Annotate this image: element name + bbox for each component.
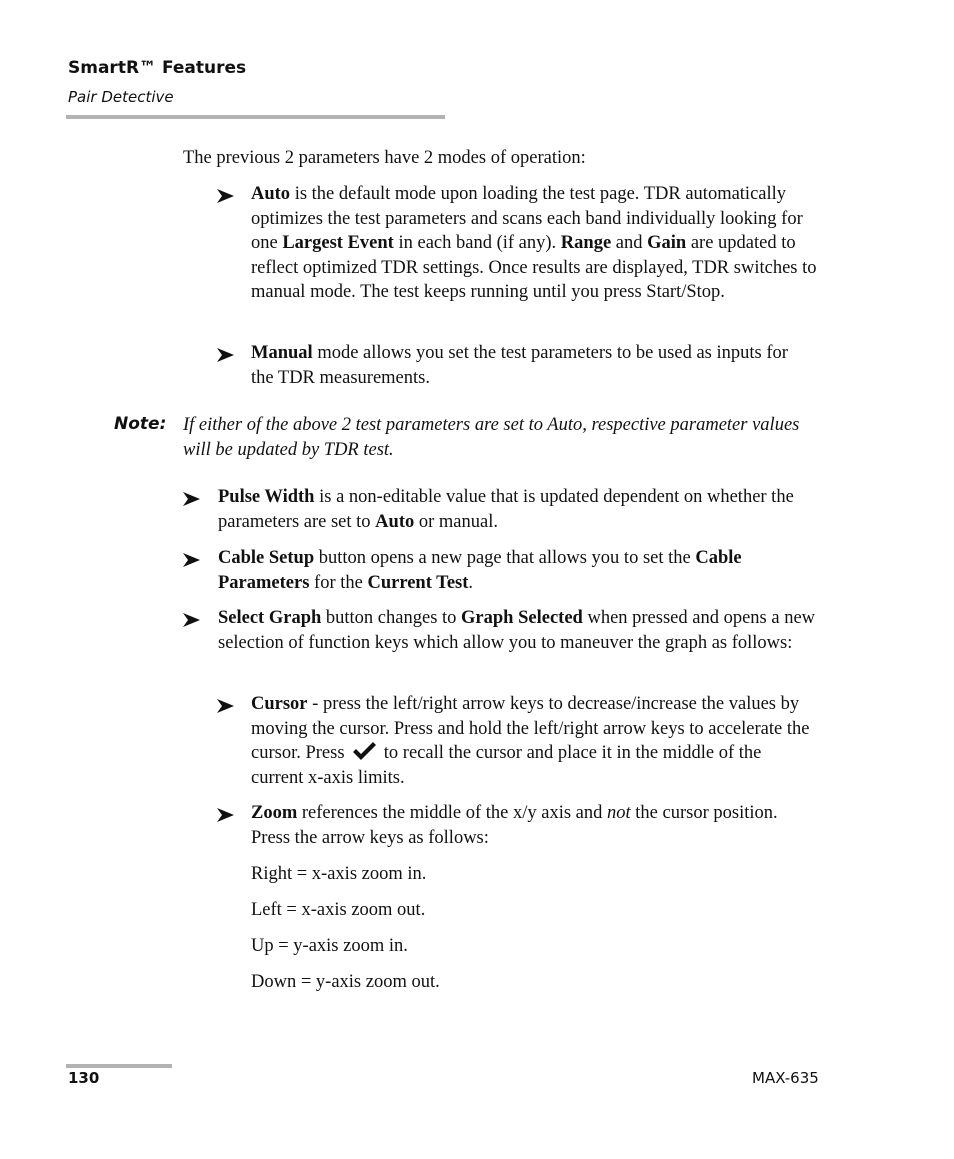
checkmark-icon (351, 741, 377, 761)
intro-paragraph: The previous 2 parameters have 2 modes of operation: (183, 148, 586, 168)
bullet-arrow-icon (217, 808, 234, 822)
product-model: MAX-635 (752, 1069, 819, 1087)
note-text: If either of the above 2 test parameters are set to Auto, respective parameter values will be updated by TDR test. (183, 415, 800, 460)
zoom-key-up: Up = y-axis zoom in. (251, 936, 408, 956)
note-label: Note: (114, 414, 167, 434)
bullet-arrow-icon (217, 189, 234, 203)
select-graph-item: Select Graph button changes to Graph Selected when pressed and opens a new selection of function keys which allow you to maneuver the graph as follows: (218, 608, 816, 653)
header-rule (66, 115, 445, 119)
bullet-arrow-icon (217, 348, 234, 362)
bullet-arrow-icon (183, 613, 200, 627)
cursor-item: Cursor - press the left/right arrow keys to decrease/increase the values by moving the cursor. Press and hold the left/right arrow keys to accelerate the cursor. Press to recall the cursor and place it in the middle of the current x-axis limits. (251, 694, 810, 788)
bullet-arrow-icon (183, 492, 200, 506)
bullet-arrow-icon (183, 553, 200, 567)
cable-setup-item: Cable Setup button opens a new page that allows you to set the Cable Parameters for the Current Test. (218, 548, 742, 593)
pulse-width-item: Pulse Width is a non-editable value that is updated dependent on whether the parameters are set to Auto or manual. (218, 487, 794, 532)
zoom-item: Zoom references the middle of the x/y axis and not the cursor position. Press the arrow keys as follows: (251, 803, 778, 848)
footer-rule (66, 1064, 172, 1068)
zoom-key-down: Down = y-axis zoom out. (251, 972, 440, 992)
running-header-subtitle: Pair Detective (68, 88, 174, 106)
running-header-title: SmartR™ Features (68, 58, 247, 78)
bullet-arrow-icon (217, 699, 234, 713)
manual-mode-item: Manual mode allows you set the test parameters to be used as inputs for the TDR measurements. (251, 343, 788, 388)
zoom-key-right: Right = x-axis zoom in. (251, 864, 427, 884)
auto-mode-item: Auto is the default mode upon loading the test page. TDR automatically optimizes the test parameters and scans each band individually looking for one Largest Event in each band (if any). Range and Gain are updated to reflect optimized TDR settings. Once results are displayed, TDR switches to manual mode. The test keeps running until you press Start/Stop. (251, 184, 817, 303)
zoom-key-left: Left = x-axis zoom out. (251, 900, 426, 920)
page-number: 130 (68, 1069, 100, 1087)
